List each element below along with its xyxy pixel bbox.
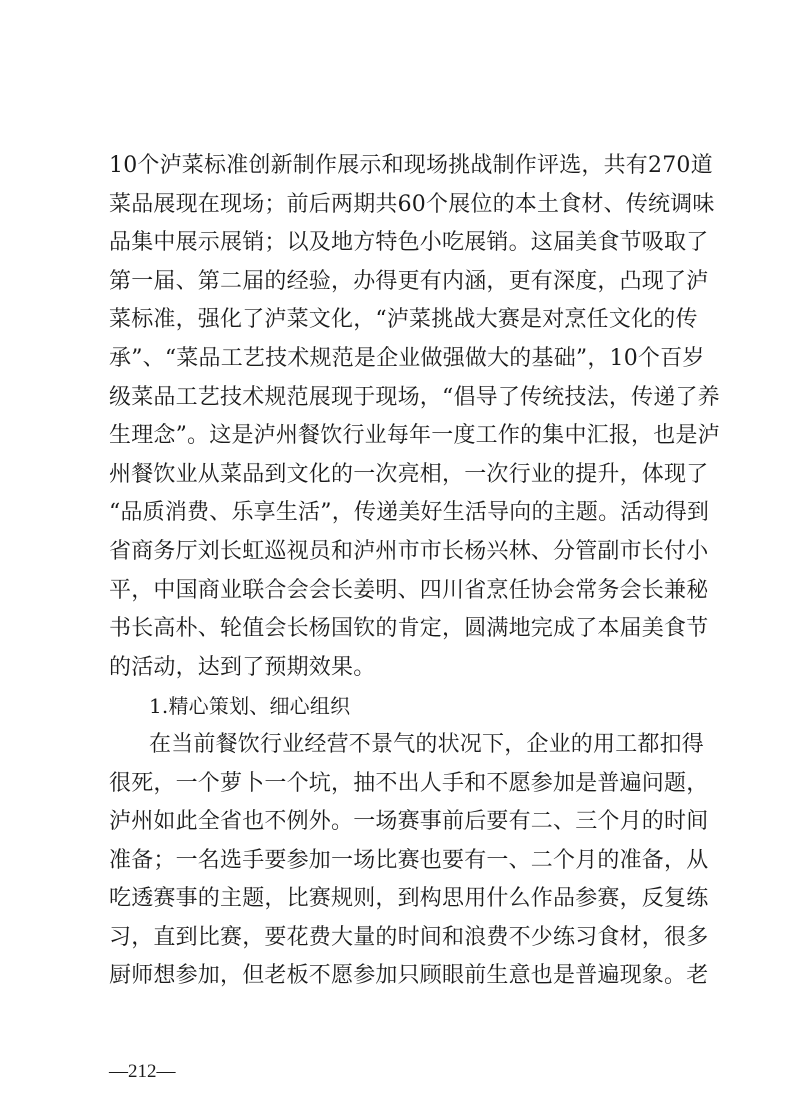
text-line: 省商务厅刘长虹巡视员和泸州市市长杨兴林、分管副市长付小 <box>109 538 709 564</box>
text-line: 习，直到比赛，要花费大量的时间和浪费不少练习食材，很多 <box>109 924 709 950</box>
text-line: 书长高朴、轮值会长杨国钦的肯定，圆满地完成了本届美食节 <box>109 616 709 642</box>
text-line: “品质消费、乐享生活”，传递美好生活导向的主题。活动得到 <box>109 500 710 526</box>
text-line: 很死，一个萝卜一个坑，抽不出人手和不愿参加是普遍问题， <box>109 770 709 796</box>
text-line: 在当前餐饮行业经营不景气的状况下，企业的用工都扣得 <box>149 731 705 757</box>
text-line: 厨师想参加，但老板不愿参加只顾眼前生意也是普遍现象。老 <box>109 963 709 989</box>
text-line: 平，中国商业联合会会长姜明、四川省烹任协会常务会长兼秘 <box>109 577 709 603</box>
text-line: 承”、“菜品工艺技术规范是企业做强做大的基础”，10个百岁 <box>109 345 705 371</box>
text-line: 泸州如此全省也不例外。一场赛事前后要有二、三个月的时间 <box>109 809 709 835</box>
text-line: 准备；一名选手要参加一场比赛也要有一、二个月的准备，从 <box>109 847 709 873</box>
text-line: 生理念”。这是泸州餐饮行业每年一度工作的集中汇报，也是泸 <box>109 423 720 449</box>
text-line: 品集中展示展销；以及地方特色小吃展销。这届美食节吸取了 <box>109 230 709 256</box>
text-line: 10个泸菜标准创新制作展示和现场挑战制作评选，共有270道 <box>109 153 713 178</box>
text-line: 菜标准，强化了泸菜文化，“泸菜挑战大赛是对烹任文化的传 <box>109 307 698 333</box>
text-line: 州餐饮业从菜品到文化的一次亮相，一次行业的提升，体现了 <box>109 461 709 487</box>
body-text <box>109 147 720 996</box>
page-number: —212— <box>109 1061 176 1082</box>
text-line: 第一届、第二届的经验，办得更有内涵，更有深度，凸现了泸 <box>109 268 709 294</box>
text-line: 吃透赛事的主题，比赛规则，到构思用什么作品参赛，反复练 <box>109 886 709 912</box>
text-line: 菜品展现在现场；前后两期共60个展位的本土食材、传统调味 <box>109 191 715 217</box>
text-line: 级菜品工艺技术规范展现于现场，“倡导了传统技法，传递了养 <box>109 384 720 410</box>
section-heading: 1.精心策划、细心组织 <box>149 694 351 719</box>
text-line: 的活动，达到了预期效果。 <box>109 654 376 680</box>
